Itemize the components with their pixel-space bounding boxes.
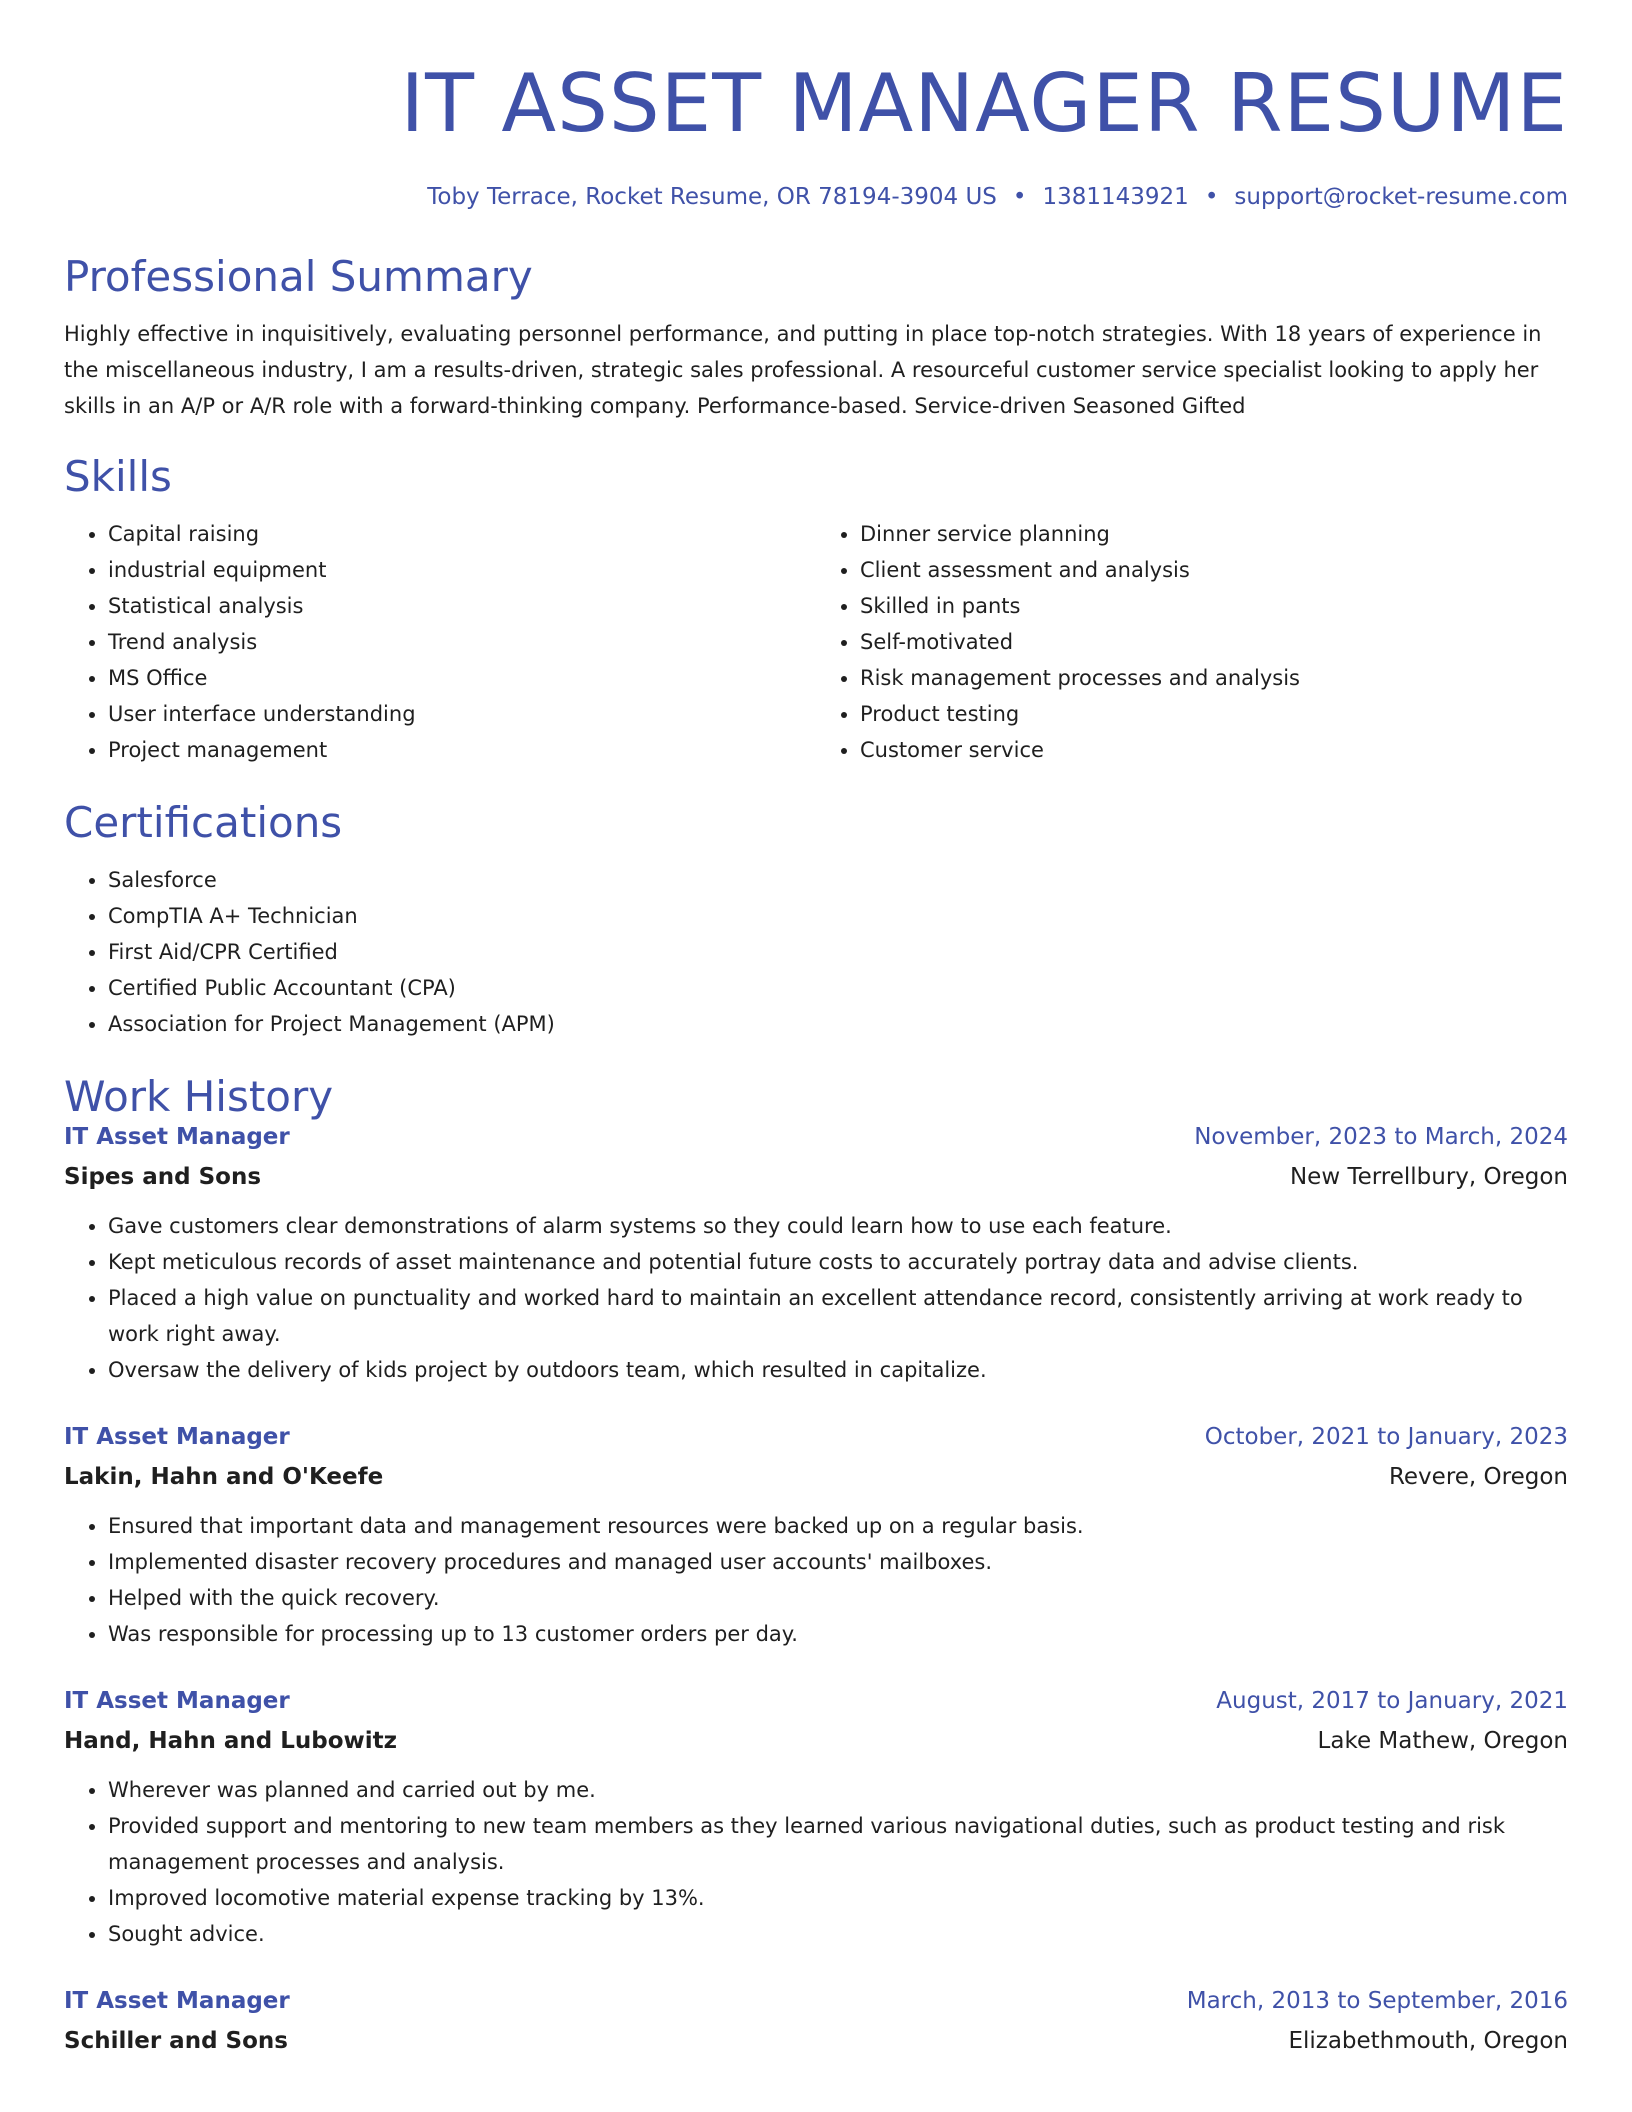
job-bullet: • Helped with the quick recovery. (108, 1580, 1568, 1616)
job-dates: October, 2021 to January, 2023 (1204, 1424, 1568, 1450)
job-bullets (64, 1208, 1568, 1388)
skill-item: • Statistical analysis (108, 588, 816, 624)
skill-item: • Product testing (860, 696, 1568, 732)
job-role: IT Asset Manager (64, 1688, 290, 1714)
skill-item: • Project management (108, 732, 816, 768)
job-bullet: • Oversaw the delivery of kids project by outdoors team, which resulted in capitalize. (108, 1352, 1568, 1388)
contact-separator: • (1204, 184, 1219, 210)
job-company: Lakin, Hahn and O'Keefe (64, 1464, 384, 1490)
job-bullet: • Gave customers clear demonstrations of alarm systems so they could learn how to use each feature. (108, 1208, 1568, 1244)
contact-separator: • (1012, 184, 1027, 210)
skill-item: • Risk management processes and analysis (860, 660, 1568, 696)
certifications-list (64, 862, 1568, 1042)
job-location: Lake Mathew, Oregon (1317, 1728, 1568, 1754)
job-dates: March, 2013 to September, 2016 (1186, 1988, 1568, 2014)
job-bullet: • Sought advice. (108, 1916, 1568, 1952)
certification-item: • Salesforce (108, 862, 1568, 898)
job-bullets (64, 1508, 1568, 1652)
job-role: IT Asset Manager (64, 1988, 290, 2014)
skill-item: • Skilled in pants (860, 588, 1568, 624)
job-entry (64, 1422, 1568, 1652)
contact-line (64, 182, 1568, 212)
job-dates: August, 2017 to January, 2021 (1216, 1688, 1568, 1714)
skill-item: • Client assessment and analysis (860, 552, 1568, 588)
summary-heading: Professional Summary (64, 252, 533, 301)
job-location: Revere, Oregon (1388, 1464, 1568, 1490)
skills-columns (64, 516, 1568, 768)
skill-item: • MS Office (108, 660, 816, 696)
job-bullet: • Provided support and mentoring to new team members as they learned various navigational duties, such as product testing and risk management processes and analysis. (108, 1808, 1568, 1880)
job-location: Elizabethmouth, Oregon (1288, 2028, 1568, 2054)
skill-item: • User interface understanding (108, 696, 816, 732)
job-location: New Terrellbury, Oregon (1289, 1164, 1568, 1190)
job-bullet: • Was responsible for processing up to 13 customer orders per day. (108, 1616, 1568, 1652)
job-entry (64, 1986, 1568, 2056)
job-entry (64, 1686, 1568, 1952)
contact-phone: 1381143921 (1042, 184, 1189, 210)
skill-item: • Self-motivated (860, 624, 1568, 660)
job-role: IT Asset Manager (64, 1124, 290, 1150)
job-role: IT Asset Manager (64, 1424, 290, 1450)
job-bullet: • Ensured that important data and management resources were backed up on a regular basis. (108, 1508, 1568, 1544)
certifications-heading: Certifications (64, 798, 343, 847)
job-dates: November, 2023 to March, 2024 (1194, 1124, 1568, 1150)
skill-item: • Trend analysis (108, 624, 816, 660)
summary-text: Highly effective in inquisitively, evaluating personnel performance, and putting in place top-notch strategies. With 18 years of experience in the miscellaneous industry, I am a results-driven, strategic sales professional. A resourceful customer service specialist looking to apply her skills in an A/P or A/R role with a forward-thinking company. Performance-based. Service-driven Seasoned Gifted (64, 322, 1542, 418)
skill-item: • Capital raising (108, 516, 816, 552)
job-company: Schiller and Sons (64, 2028, 288, 2054)
job-bullet: • Improved locomotive material expense tracking by 13%. (108, 1880, 1568, 1916)
certification-item: • CompTIA A+ Technician (108, 898, 1568, 934)
skills-list-left (64, 516, 816, 768)
job-bullet: • Implemented disaster recovery procedures and managed user accounts' mailboxes. (108, 1544, 1568, 1580)
job-bullet: • Placed a high value on punctuality and worked hard to maintain an excellent attendance record, consistently arriving at work ready to work right away. (108, 1280, 1568, 1352)
contact-address: Toby Terrace, Rocket Resume, OR 78194-3904 US (427, 184, 997, 210)
skill-item: • Customer service (860, 732, 1568, 768)
skill-item: • Dinner service planning (860, 516, 1568, 552)
job-company: Hand, Hahn and Lubowitz (64, 1728, 398, 1754)
resume-page (64, 0, 1568, 2090)
skills-heading: Skills (64, 452, 172, 501)
page-title: IT ASSET MANAGER RESUME (400, 57, 1568, 150)
job-bullet: • Wherever was planned and carried out by me. (108, 1772, 1568, 1808)
contact-email: support@rocket-resume.com (1234, 184, 1568, 210)
certification-item: • First Aid/CPR Certified (108, 934, 1568, 970)
job-entry (64, 1122, 1568, 1388)
job-company: Sipes and Sons (64, 1164, 262, 1190)
certification-item: • Association for Project Management (APM) (108, 1006, 1568, 1042)
job-bullets (64, 1772, 1568, 1952)
job-bullet: • Kept meticulous records of asset maintenance and potential future costs to accurately portray data and advise clients. (108, 1244, 1568, 1280)
certification-item: • Certified Public Accountant (CPA) (108, 970, 1568, 1006)
skills-list-right (816, 516, 1568, 768)
work-history-heading: Work History (64, 1072, 334, 1121)
skill-item: • industrial equipment (108, 552, 816, 588)
